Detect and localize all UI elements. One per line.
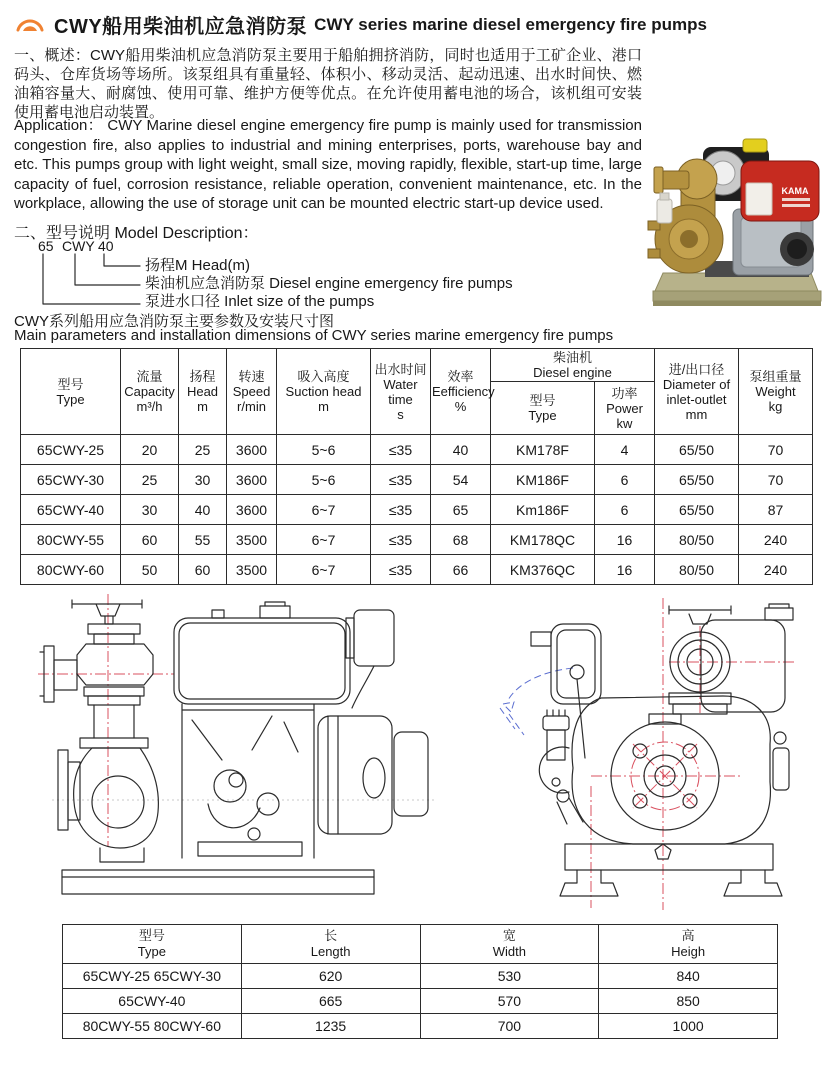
table-row xyxy=(21,435,813,465)
table-cell: 50 xyxy=(121,555,179,585)
model-code-labels xyxy=(145,257,513,311)
table-cell: 6~7 xyxy=(277,495,371,525)
table-cell: 30 xyxy=(179,465,227,495)
dim-header-length: 长 Length xyxy=(241,925,420,964)
model-label-series: 柴油机应急消防泵 Diesel engine emergency fire pumps xyxy=(145,275,513,292)
col-header-engine-type: 型号 Type xyxy=(491,382,595,435)
table-cell: 20 xyxy=(121,435,179,465)
table-cell: 16 xyxy=(595,525,655,555)
table-row xyxy=(63,964,778,989)
table-cell: 665 xyxy=(241,989,420,1014)
overview-paragraph-zh: 一、概述：CWY船用柴油机应急消防泵主要用于船舶拥挤消防，同时也适用于工矿企业、港口码头、仓库货场等场所。该泵组具有重量轻、体积小、移动灵活、起动迅速、出水时间快、燃油箱容量大、耐腐蚀、使用可靠、维护方便等优点。在允许使用蓄电池的场合，该机组可安装使用蓄电池启动装置。 xyxy=(14,47,642,121)
table-cell: ≤35 xyxy=(371,525,431,555)
table-cell: 6 xyxy=(595,495,655,525)
pump-unit-side-view-drawing xyxy=(22,590,440,915)
dimensions-table xyxy=(62,924,778,1039)
model-label-inlet: 泵进水口径 Inlet size of the pumps xyxy=(145,293,375,310)
table-cell: KM178QC xyxy=(491,525,595,555)
table-cell: 65/50 xyxy=(655,435,739,465)
table-cell: 70 xyxy=(739,435,813,465)
table-cell: 60 xyxy=(121,525,179,555)
table-cell: 80CWY-60 xyxy=(21,555,121,585)
col-header-watertime: 出水时间 Water time s xyxy=(371,349,431,435)
table-cell: 65 xyxy=(431,495,491,525)
table-cell: 68 xyxy=(431,525,491,555)
pump-unit-front-view-drawing xyxy=(473,590,825,915)
table-cell: 4 xyxy=(595,435,655,465)
dim-header-height: 高 Heigh xyxy=(599,925,778,964)
col-header-weight: 泵组重量 Weight kg xyxy=(739,349,813,435)
table-row xyxy=(21,555,813,585)
model-code-head: 40 xyxy=(98,238,114,254)
svg-text:KAMA: KAMA xyxy=(781,186,809,196)
col-header-efficiency: 效率 Eefficiency % xyxy=(431,349,491,435)
table-cell: 55 xyxy=(179,525,227,555)
table-row xyxy=(63,1014,778,1039)
table-cell: ≤35 xyxy=(371,465,431,495)
table-cell: 3500 xyxy=(227,555,277,585)
page-title-zh: CWY船用柴油机应急消防泵 xyxy=(54,16,308,38)
table-cell: 240 xyxy=(739,555,813,585)
col-header-suction: 吸入高度 Suction head m xyxy=(277,349,371,435)
model-label-head: 扬程M Head(m) xyxy=(145,257,251,274)
col-header-diesel-engine-group: 柴油机 Diesel engine xyxy=(491,349,655,382)
table-row xyxy=(21,495,813,525)
table-cell: 65CWY-30 xyxy=(21,465,121,495)
table-cell: 240 xyxy=(739,525,813,555)
table-cell: 1235 xyxy=(241,1014,420,1039)
table-cell: ≤35 xyxy=(371,435,431,465)
table-cell: 60 xyxy=(179,555,227,585)
dim-header-width: 宽 Width xyxy=(420,925,599,964)
table-cell: 700 xyxy=(420,1014,599,1039)
table-cell: KM376QC xyxy=(491,555,595,585)
table-cell: 3600 xyxy=(227,435,277,465)
table-cell: 54 xyxy=(431,465,491,495)
table-cell: 40 xyxy=(179,495,227,525)
table-cell: 65/50 xyxy=(655,465,739,495)
application-paragraph-en: Application： CWY Marine diesel engine emergency fire pump is mainly used for transmission congestion fire, also applies to industrial and mining enterprises, ports, warehouse bay and etc. This pumps group with light weight, small size, moving rapidly, flexible, start-up time, large capacity of fuel, corrosion resistance, reliable operation, convenient maintenance, etc. In the workplace, allowing the use of storage unit can be mounted electric start-up device used. xyxy=(14,117,642,212)
table-cell: 850 xyxy=(599,989,778,1014)
table-cell: 65CWY-40 xyxy=(63,989,242,1014)
table-cell: Km186F xyxy=(491,495,595,525)
model-code-series: CWY xyxy=(62,238,95,254)
table-row xyxy=(21,525,813,555)
table-cell: 65CWY-40 xyxy=(21,495,121,525)
model-code-inlet: 65 xyxy=(38,238,54,254)
model-description-heading: 二、型号说明 Model Description： xyxy=(14,225,259,242)
table-cell: 570 xyxy=(420,989,599,1014)
table-cell: 87 xyxy=(739,495,813,525)
model-code-diagram xyxy=(14,238,640,316)
table-cell: KM186F xyxy=(491,465,595,495)
table-cell: KM178F xyxy=(491,435,595,465)
table-cell: 3600 xyxy=(227,495,277,525)
table-cell: 530 xyxy=(420,964,599,989)
table-cell: 80/50 xyxy=(655,555,739,585)
page-header xyxy=(14,10,707,39)
table-cell: 30 xyxy=(121,495,179,525)
table-cell: 25 xyxy=(179,435,227,465)
table-cell: 80CWY-55 xyxy=(21,525,121,555)
table-cell: 25 xyxy=(121,465,179,495)
params-section-title-en: Main parameters and installation dimensions of CWY series marine emergency fire pumps xyxy=(14,327,614,344)
table-cell: 5~6 xyxy=(277,435,371,465)
col-header-engine-power: 功率 Power kw xyxy=(595,382,655,435)
table-cell: 840 xyxy=(599,964,778,989)
page-title-en: CWY series marine diesel emergency fire pumps xyxy=(314,14,707,34)
table-cell: 5~6 xyxy=(277,465,371,495)
table-cell: 65/50 xyxy=(655,495,739,525)
table-cell: 6~7 xyxy=(277,525,371,555)
table-cell: 80/50 xyxy=(655,525,739,555)
dim-header-type: 型号 Type xyxy=(63,925,242,964)
table-row xyxy=(21,465,813,495)
col-header-head: 扬程 Head m xyxy=(179,349,227,435)
table-cell: 3600 xyxy=(227,465,277,495)
table-row xyxy=(63,989,778,1014)
table-cell: 40 xyxy=(431,435,491,465)
col-header-capacity: 流量 Capacity m³/h xyxy=(121,349,179,435)
table-cell: 6~7 xyxy=(277,555,371,585)
table-cell: 70 xyxy=(739,465,813,495)
params-section-title-zh: CWY系列船用应急消防泵主要参数及安装尺寸图 xyxy=(14,313,334,330)
table-cell: 65CWY-25 65CWY-30 xyxy=(63,964,242,989)
diesel-fire-pump-product-photo xyxy=(645,123,828,319)
table-cell: 80CWY-55 80CWY-60 xyxy=(63,1014,242,1039)
table-cell: 1000 xyxy=(599,1014,778,1039)
table-cell: 6 xyxy=(595,465,655,495)
table-cell: 620 xyxy=(241,964,420,989)
table-cell: 66 xyxy=(431,555,491,585)
col-header-type: 型号 Type xyxy=(21,349,121,435)
table-cell: 65CWY-25 xyxy=(21,435,121,465)
table-cell: 3500 xyxy=(227,525,277,555)
params-table xyxy=(20,348,813,585)
table-cell: ≤35 xyxy=(371,555,431,585)
col-header-speed: 转速 Speed r/min xyxy=(227,349,277,435)
table-cell: 16 xyxy=(595,555,655,585)
arc-sunrise-brand-icon xyxy=(14,12,46,38)
table-cell: ≤35 xyxy=(371,495,431,525)
col-header-diameter: 进/出口径 Diameter of inlet-outlet mm xyxy=(655,349,739,435)
